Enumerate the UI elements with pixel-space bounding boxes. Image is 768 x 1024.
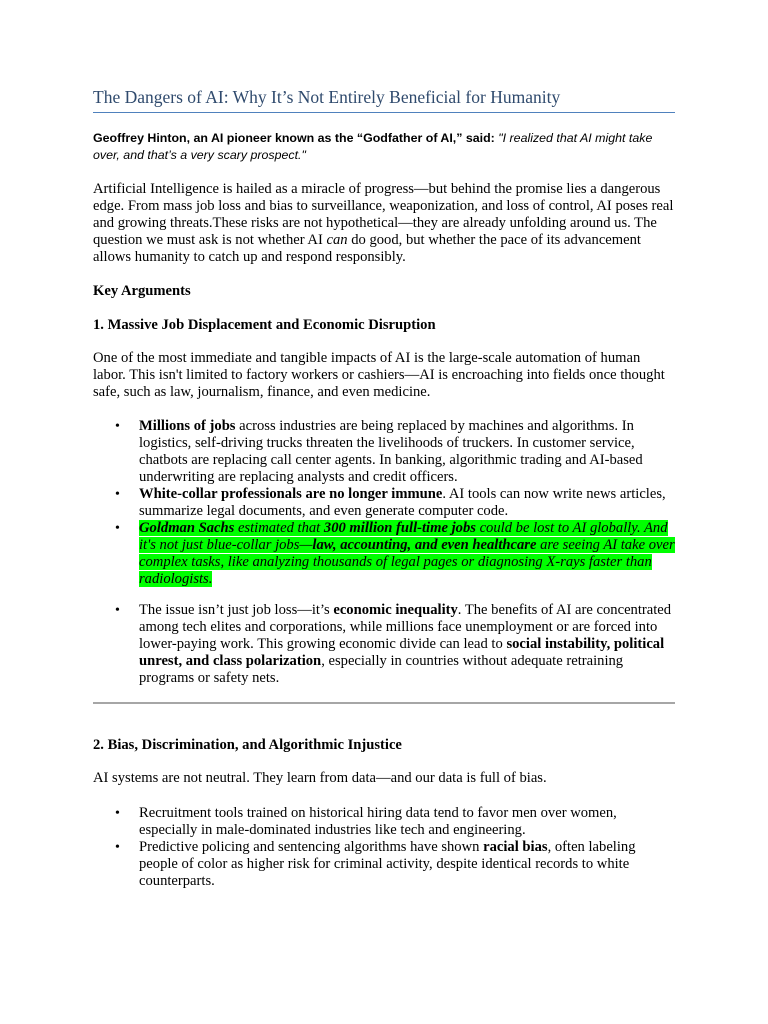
bullet2-bold: White-collar professionals are no longer immune xyxy=(139,486,443,502)
section1-paragraph: One of the most immediate and tangible impacts of AI is the large-scale automation of human labor. This isn't limited to factory workers or cashiers—AI is encroaching into fields once thought safe, such as law, journalism, finance, and even medicine. xyxy=(93,350,665,400)
bullet4-text-2: . The benefits of AI are concentrated among tech elites and corporations, while millions face unemployment or are forced into lower-paying work. This growing economic divide can lead to xyxy=(139,602,672,652)
bullet4-text-3: , especially in countries without adequate retraining programs or safety nets. xyxy=(139,653,624,686)
bullet-dot: • xyxy=(115,840,120,855)
intro-emphasis: can xyxy=(326,232,348,248)
bullet4-bold-1: economic inequality xyxy=(333,602,458,618)
s2-bullet2-bold: racial bias xyxy=(483,839,548,855)
bullet1-bold: Millions of jobs xyxy=(139,418,236,434)
intro-text-2: do good, but whether the pace of its advancement allows humanity to catch up and respond responsibly. xyxy=(93,232,641,265)
bullet3-bold-1: Goldman Sachs xyxy=(139,520,235,536)
bullet3-text-2: could be lost to AI globally. And it's not just blue-collar jobs— xyxy=(139,520,668,553)
bullet4-text-1: The issue isn’t just job loss—it’s xyxy=(139,602,334,618)
bullet-dot: • xyxy=(115,521,120,536)
section2-heading: 2. Bias, Discrimination, and Algorithmic Injustice xyxy=(93,737,402,753)
list-item xyxy=(93,418,675,486)
section1-heading: 1. Massive Job Displacement and Economic Disruption xyxy=(93,317,436,333)
list-item xyxy=(93,602,675,687)
bullet-dot: • xyxy=(115,603,120,618)
section2-bullets xyxy=(93,805,675,890)
bullet3-bold-2: 300 million full-time jobs xyxy=(323,520,476,536)
document-title: The Dangers of AI: Why It’s Not Entirely Beneficial for Humanity xyxy=(93,86,675,113)
quote-text: "I realized that AI might take over, and that’s a very scary prospect." xyxy=(93,131,653,162)
quote-lead: Geoffrey Hinton, an AI pioneer known as the “Godfather of AI,” said: xyxy=(93,131,495,145)
bullet4-bold-2: social instability, political unrest, and class polarization xyxy=(139,636,665,669)
intro-text-1: Artificial Intelligence is hailed as a miracle of progress—but behind the promise lies a dangerous edge. From mass job loss and bias to surveillance, weaponization, and loss of control, AI poses real and growing threats.These risks are not hypothetical—they are already unfolding around us. The question we must ask is not whether AI xyxy=(93,181,674,248)
bullet3-text-3: are seeing AI take over complex tasks, like analyzing thousands of legal pages or diagnosing X-rays faster than radiologists. xyxy=(139,537,675,587)
bullet1-text: across industries are being replaced by machines and algorithms. In logistics, self-driving trucks threaten the livelihoods of truckers. In customer service, chatbots are replacing call center agents. In banking, algorithmic trading and AI-based underwriting are replacing analysts and credit officers. xyxy=(139,418,643,485)
list-item xyxy=(93,805,675,839)
bullet3-text-1: estimated that xyxy=(234,520,324,536)
section2-paragraph: AI systems are not neutral. They learn from data—and our data is full of bias. xyxy=(93,770,547,786)
intro-paragraph xyxy=(93,181,675,266)
section1-bullets xyxy=(93,418,675,588)
key-arguments-heading: Key Arguments xyxy=(93,283,191,299)
section-divider xyxy=(93,702,675,704)
hinton-quote xyxy=(93,130,675,164)
bullet-dot: • xyxy=(115,487,120,502)
s2-bullet2-text-1: Predictive policing and sentencing algorithms have shown xyxy=(139,839,484,855)
bullet3-bold-3: law, accounting, and even healthcare xyxy=(312,537,537,553)
bullet2-text: . AI tools can now write news articles, summarize legal documents, and even generate computer code. xyxy=(139,486,666,519)
list-item xyxy=(93,839,675,890)
bullet-dot: • xyxy=(115,806,120,821)
s2-bullet2-text-2: , often labeling people of color as higher risk for criminal activity, despite identical records to white counterparts. xyxy=(139,839,636,889)
section1-bullets-continued xyxy=(93,602,675,687)
s2-bullet1-text: Recruitment tools trained on historical hiring data tend to favor men over women, especially in male-dominated industries like tech and engineering. xyxy=(139,805,617,838)
list-item xyxy=(93,486,675,520)
highlighted-text xyxy=(139,520,675,587)
list-item-highlighted xyxy=(93,520,675,588)
bullet-dot: • xyxy=(115,419,120,434)
